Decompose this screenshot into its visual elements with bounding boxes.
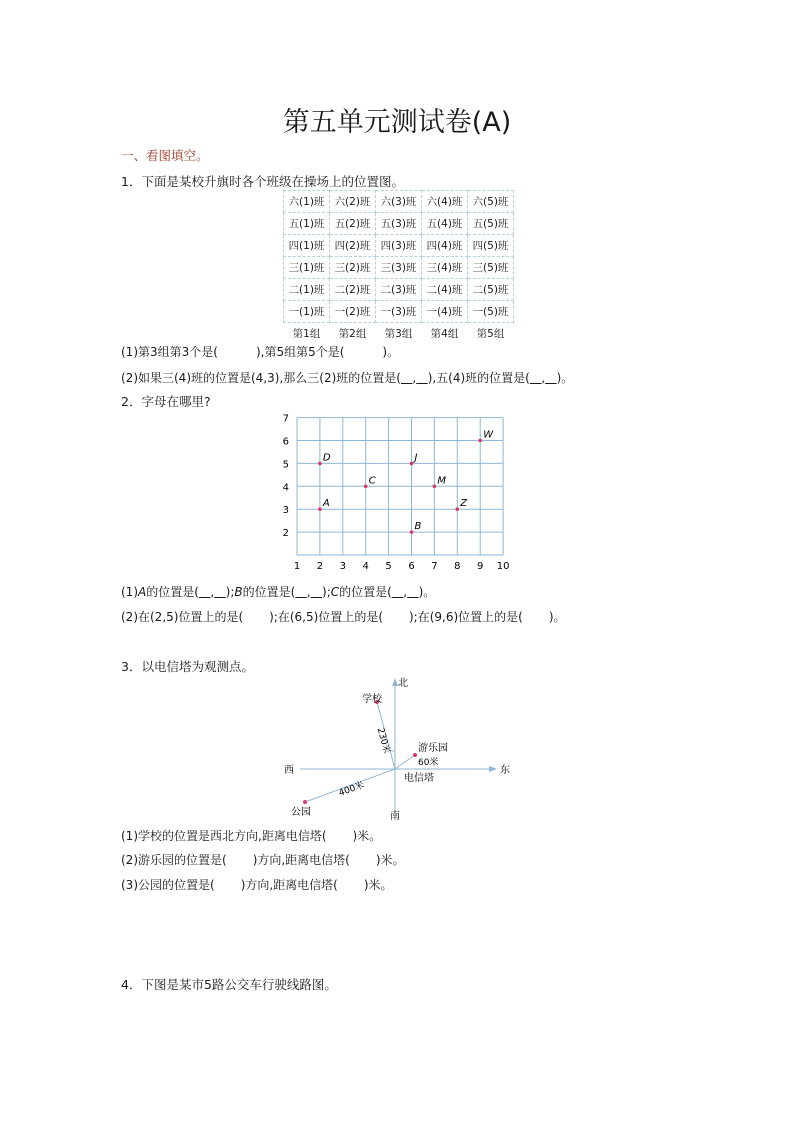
group-label: 第1组 — [292, 328, 321, 340]
x-tick-label: 1 — [293, 561, 301, 572]
table-row — [284, 235, 514, 257]
tower-label: 电信塔 — [404, 773, 434, 784]
grid-point — [318, 507, 322, 511]
garden-point — [303, 800, 307, 804]
q2-part1-text-a: (1) — [121, 585, 138, 599]
y-tick-label: 3 — [282, 505, 289, 517]
q2-part2-text-c: );在(9,6)位置上的是( — [409, 610, 523, 624]
grid-point — [364, 485, 368, 489]
table-cell: 六(5)班 — [468, 191, 514, 213]
table-cell: 三(2)班 — [330, 257, 376, 279]
y-tick-label: 7 — [282, 413, 289, 425]
q2-part1-text-h: 的位置是( — [339, 585, 392, 599]
table-row — [284, 279, 514, 301]
table-row — [284, 191, 514, 213]
q1-stem: 1．下面是某校升旗时各个班级在操场上的位置图。 — [121, 174, 404, 189]
q3-part2 — [121, 851, 405, 868]
table-cell: 二(1)班 — [284, 279, 330, 301]
grid-point-label: C — [368, 475, 376, 487]
x-tick-label: 5 — [385, 561, 392, 572]
table-cell: 二(4)班 — [422, 279, 468, 301]
group-label: 第5组 — [476, 328, 505, 340]
grid-point-label: D — [322, 452, 331, 464]
grid-point-label: W — [483, 429, 494, 441]
table-cell: 四(4)班 — [422, 235, 468, 257]
group-label: 第2组 — [338, 328, 367, 340]
direction-diagram — [280, 672, 520, 822]
table-cell: 一(3)班 — [376, 301, 422, 323]
grid-point — [318, 462, 322, 466]
table-cell: 一(2)班 — [330, 301, 376, 323]
y-tick-label: 5 — [282, 459, 289, 471]
x-tick-label: 3 — [339, 561, 346, 572]
group-label: 第3组 — [384, 328, 413, 340]
table-cell: 五(3)班 — [376, 213, 422, 235]
grid-point-label: J — [414, 452, 418, 464]
q1-part2-text-d: , — [541, 371, 546, 385]
q3-part3-text-a: (3)公园的位置是( — [121, 878, 215, 892]
q2-part1-letter-a: A — [138, 585, 147, 599]
table-row — [284, 301, 514, 323]
q1-part1-text-c: )。 — [382, 345, 400, 359]
north-label: 北 — [398, 678, 408, 689]
table-cell: 五(5)班 — [468, 213, 514, 235]
section-heading: 一、看图填空。 — [121, 148, 209, 163]
grid-point — [433, 485, 437, 489]
q3-part2-text-c: )米。 — [375, 853, 405, 867]
q1-part2-text-e: )。 — [556, 371, 574, 385]
table-cell: 一(1)班 — [284, 301, 330, 323]
q2-part2-text-d: )。 — [548, 610, 566, 624]
group-label-row — [284, 323, 514, 345]
table-cell: 三(5)班 — [468, 257, 514, 279]
q3-stem: 3．以电信塔为观测点。 — [121, 659, 254, 674]
grid-point-label: Z — [460, 498, 468, 510]
q3-part1-text-b: )米。 — [352, 829, 382, 843]
x-tick-label: 4 — [362, 561, 369, 572]
q3-part3 — [121, 876, 393, 893]
q2-part1 — [121, 583, 435, 600]
east-arrow-icon — [489, 766, 497, 772]
q2-part1-text-b: 的位置是( — [146, 585, 199, 599]
grid-point-label: M — [437, 475, 447, 487]
grid-point-label: A — [322, 498, 330, 510]
table-cell: 四(5)班 — [468, 235, 514, 257]
q2-part1-text-f: , — [306, 585, 311, 599]
grid-ticks — [283, 414, 510, 572]
park-point — [413, 753, 417, 757]
q2-part1-text-c: , — [210, 585, 215, 599]
table-row — [284, 213, 514, 235]
q2-stem: 2．字母在哪里? — [121, 394, 211, 409]
park-distance-label: 60米 — [418, 758, 439, 768]
q1-part2-text-c: ),五(4)班的位置是( — [427, 371, 530, 385]
grid-point — [478, 439, 482, 443]
table-cell: 四(3)班 — [376, 235, 422, 257]
table-cell: 四(1)班 — [284, 235, 330, 257]
q2-part1-text-e: 的位置是( — [242, 585, 296, 599]
q3-part1 — [121, 827, 381, 844]
q2-part1-letter-c: C — [330, 585, 340, 599]
south-label: 南 — [390, 811, 400, 822]
garden-distance-label: 400米 — [337, 780, 366, 799]
table-cell: 六(4)班 — [422, 191, 468, 213]
table-cell: 五(2)班 — [330, 213, 376, 235]
q2-part2-text-b: );在(6,5)位置上的是( — [269, 610, 383, 624]
q2-part2 — [121, 608, 566, 625]
q2-part1-text-d: ); — [225, 585, 235, 599]
table-cell: 三(4)班 — [422, 257, 468, 279]
q1-part2-text-b: , — [412, 371, 417, 385]
q2-part1-text-j: )。 — [418, 585, 436, 599]
x-tick-label: 8 — [454, 561, 461, 572]
school-distance-label: 230米 — [374, 726, 392, 755]
table-cell: 六(1)班 — [284, 191, 330, 213]
q3-part2-text-b: )方向,距离电信塔( — [252, 853, 350, 867]
grid-lines — [297, 418, 503, 555]
q4-stem: 4．下图是某市5路公交车行驶线路图。 — [121, 977, 337, 992]
group-label: 第4组 — [430, 328, 459, 340]
table-cell: 六(2)班 — [330, 191, 376, 213]
q2-part1-text-i: , — [403, 585, 408, 599]
grid-point — [456, 507, 460, 511]
west-label: 西 — [284, 765, 294, 776]
garden-label: 公园 — [291, 807, 311, 818]
park-label: 游乐园 — [418, 743, 448, 754]
table-cell: 五(4)班 — [422, 213, 468, 235]
class-position-table — [283, 190, 514, 344]
table-cell: 五(1)班 — [284, 213, 330, 235]
x-tick-label: 9 — [477, 561, 484, 572]
y-tick-label: 4 — [282, 482, 289, 494]
y-tick-label: 6 — [282, 436, 289, 448]
q3-part2-text-a: (2)游乐园的位置是( — [121, 853, 227, 867]
page-title: 第五单元测试卷(A) — [282, 107, 512, 138]
q1-part1-text-b: ),第5组第5个是( — [255, 345, 345, 359]
x-tick-label: 10 — [496, 561, 510, 572]
x-tick-label: 2 — [316, 561, 324, 572]
q2-part2-text-a: (2)在(2,5)位置上的是( — [121, 610, 244, 624]
table-cell: 一(4)班 — [422, 301, 468, 323]
q1-part2-text-a: (2)如果三(4)班的位置是(4,3),那么三(2)班的位置是( — [121, 371, 401, 385]
park-ray — [395, 755, 415, 769]
grid-points — [318, 430, 494, 534]
q3-part1-text-a: (1)学校的位置是西北方向,距离电信塔( — [121, 829, 327, 843]
table-cell: 六(3)班 — [376, 191, 422, 213]
table-cell: 三(3)班 — [376, 257, 422, 279]
y-tick-label: 2 — [282, 528, 289, 540]
grid-point — [410, 462, 414, 466]
grid-point-label: B — [414, 521, 422, 533]
q2-part1-text-g: ); — [322, 585, 331, 599]
x-tick-label: 7 — [431, 561, 438, 572]
school-label: 学校 — [362, 694, 382, 705]
q1-part2 — [121, 369, 573, 386]
q1-part1 — [121, 343, 399, 360]
table-cell: 二(2)班 — [330, 279, 376, 301]
q1-part1-text-a: (1)第3组第3个是( — [121, 345, 218, 359]
q3-part3-text-b: )方向,距离电信塔( — [240, 878, 338, 892]
letter-grid-chart — [270, 410, 520, 580]
table-cell: 二(3)班 — [376, 279, 422, 301]
q2-part1-letter-b: B — [234, 585, 243, 599]
grid-point — [410, 530, 414, 534]
x-tick-label: 6 — [408, 561, 415, 572]
table-row — [284, 257, 514, 279]
q3-part3-text-c: )米。 — [363, 878, 393, 892]
east-label: 东 — [500, 765, 510, 776]
table-cell: 四(2)班 — [330, 235, 376, 257]
table-cell: 一(5)班 — [468, 301, 514, 323]
table-cell: 三(1)班 — [284, 257, 330, 279]
table-cell: 二(5)班 — [468, 279, 514, 301]
